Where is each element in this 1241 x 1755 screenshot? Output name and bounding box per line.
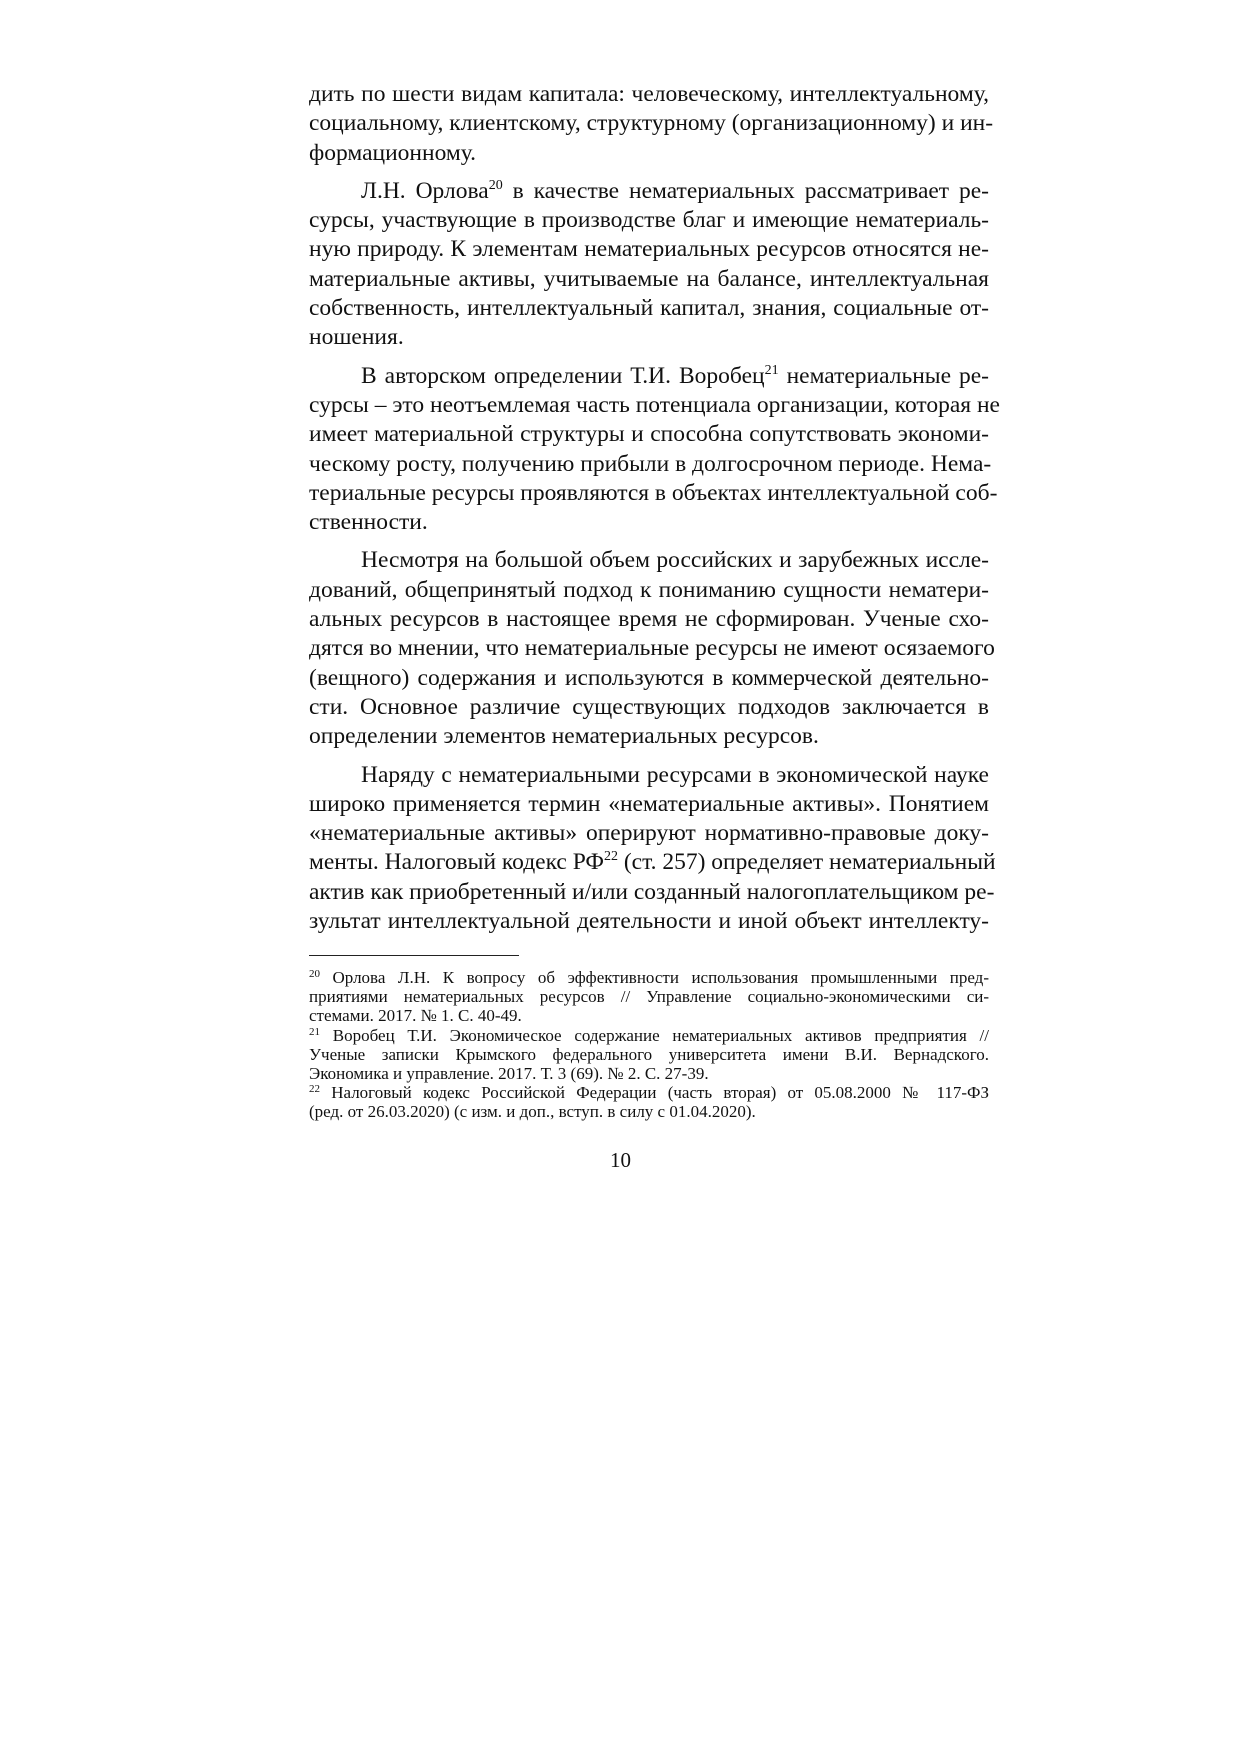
text-line: материальные активы, учитываемые на балансе, интеллектуальная — [309, 265, 989, 292]
text-line: собственность, интеллектуальный капитал, знания, социальные от- — [309, 295, 989, 322]
footnote-line: $^{21}$ Воробец Т.И. Экономическое содержание нематериальных активов предприятия // — [309, 1025, 989, 1045]
text-line: (вещного) содержания и используются в коммерческой деятельно- — [309, 664, 989, 691]
text-line: сти. Основное различие существующих подходов заключается в — [309, 693, 989, 720]
text-line: дятся во мнении, что нематериальные ресурсы не имеют осязаемого — [309, 635, 995, 662]
footnote-20 — [309, 968, 989, 1026]
page-number: 10 — [610, 1148, 631, 1172]
text-line: актив как приобретенный и/или созданный налогоплательщиком ре- — [309, 878, 995, 905]
paragraph-2 — [309, 177, 989, 353]
footnote-line: Экономика и управление. 2017. Т. 3 (69). № 2. С. 27-39. — [309, 1063, 709, 1083]
text-line: формационному. — [309, 139, 477, 166]
paragraph-1 — [309, 80, 994, 168]
text-line: широко применяется термин «нематериальные активы». Понятием — [309, 790, 989, 817]
text-line: «нематериальные активы» оперируют нормативно-правовые доку- — [309, 820, 989, 847]
text-line: сурсы, участвующие в производстве благ и имеющие нематериаль- — [309, 207, 989, 234]
footnote-ref[interactable]: 22 — [603, 849, 618, 865]
text-line: определении элементов нематериальных ресурсов. — [309, 723, 819, 750]
footnote-22 — [309, 1083, 989, 1121]
text-line: ственности. — [309, 509, 428, 536]
text-line: ношения. — [309, 324, 404, 351]
text-line: Наряду с нематериальными ресурсами в экономической науке — [361, 761, 989, 788]
footnote-number: 20 — [309, 968, 320, 980]
footnote-separator — [309, 955, 519, 956]
main-text — [309, 80, 1000, 936]
text-line: териальные ресурсы проявляются в объектах интеллектуальной соб- — [309, 479, 998, 506]
text-line: дований, общепринятый подход к пониманию сущности нематери- — [309, 576, 989, 603]
paragraph-4 — [309, 546, 995, 751]
paragraph-5 — [309, 761, 996, 937]
text-line: социальному, клиентскому, структурному (организационному) и ин- — [309, 110, 994, 137]
text-line: имеет материальной структуры и способна сопутствовать экономи- — [309, 421, 989, 448]
text-line: ную природу. К элементам нематериальных ресурсов относятся не- — [309, 236, 989, 263]
footnote-ref[interactable]: 21 — [764, 362, 779, 378]
text-line: Несмотря на большой объем российских и зарубежных иссле- — [361, 547, 989, 574]
text-line: В авторском определении Т.И. Воробец$^{21}$ нематериальные ре- — [361, 362, 989, 389]
footnote-line: стемами. 2017. № 1. С. 40-49. — [309, 1006, 522, 1026]
text-line: сурсы – это неотъемлемая часть потенциала организации, которая не — [309, 391, 1000, 418]
text-line: Л.Н. Орлова$^{20}$ в качестве нематериальных рассматривает ре- — [361, 177, 989, 204]
footnote-number: 22 — [309, 1083, 320, 1096]
footnote-21 — [309, 1026, 989, 1084]
footnote-line: (ред. от 26.03.2020) (с изм. и доп., вступ. в силу с 01.04.2020). — [309, 1102, 756, 1122]
text-line: дить по шести видам капитала: человеческому, интеллектуальному, — [309, 81, 989, 107]
footnote-line: $^{20}$ Орлова Л.Н. К вопросу об эффективности использования промышленными пред- — [309, 968, 989, 987]
footnote-line: приятиями нематериальных ресурсов // Управление социально-экономическими си- — [309, 987, 989, 1007]
footnotes — [309, 968, 989, 1122]
text-line: ческому росту, получению прибыли в долгосрочном периоде. Нема- — [309, 450, 992, 477]
footnote-number: 21 — [309, 1025, 320, 1038]
text-line: зультат интеллектуальной деятельности и иной объект интеллекту- — [309, 908, 989, 935]
footnote-line: $^{22}$ Налоговый кодекс Российской Федерации (часть вторая) от 05.08.2000 № 117-ФЗ — [309, 1083, 989, 1103]
text-line: менты. Налоговый кодекс РФ$^{22}$ (ст. 257) определяет нематериальный — [309, 849, 996, 876]
paragraph-3 — [309, 362, 1000, 538]
text-line: альных ресурсов в настоящее время не сформирован. Ученые схо- — [309, 606, 989, 633]
footnote-ref[interactable]: 20 — [488, 177, 503, 193]
footnote-line: Ученые записки Крымского федерального университета имени В.И. Вернадского. — [309, 1044, 989, 1064]
